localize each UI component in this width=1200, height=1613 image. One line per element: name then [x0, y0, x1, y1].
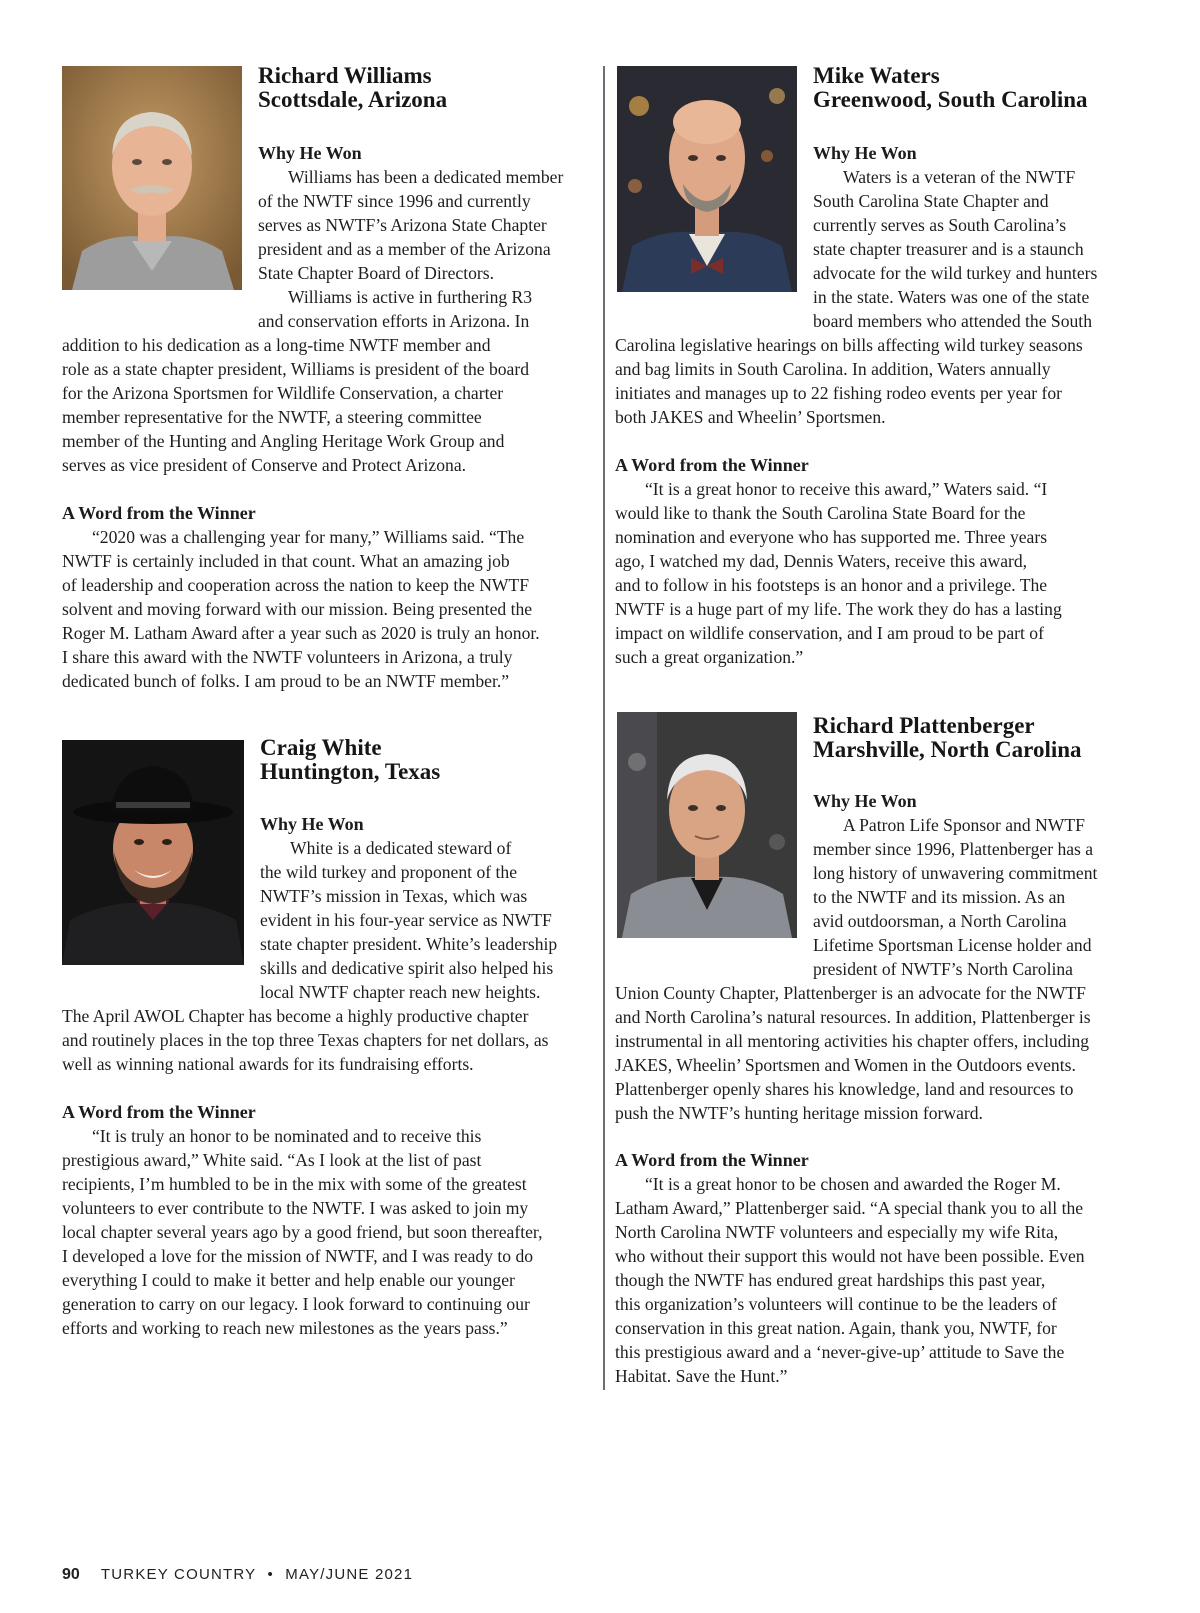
text-line: in the state. Waters was one of the state: [813, 287, 1090, 307]
craig-white-name-heading: [260, 736, 440, 784]
text-line: A Patron Life Sponsor and NWTF: [843, 815, 1085, 835]
text-line: South Carolina State Chapter and: [813, 191, 1049, 211]
text-line: currently serves as South Carolina’s: [813, 215, 1067, 235]
word-from-winner-heading: A Word from the Winner: [62, 1102, 256, 1122]
text-line: board members who attended the South: [813, 311, 1092, 331]
text-line: member since 1996, Plattenberger has a: [813, 839, 1094, 859]
text-line: NWTF is a huge part of my life. The work they do has a lasting: [615, 599, 1062, 619]
text-line: Lifetime Sportsman License holder and: [813, 935, 1092, 955]
text-line: and bag limits in South Carolina. In addition, Waters annually: [615, 359, 1051, 379]
text-line: addition to his dedication as a long-time NWTF member and: [62, 335, 491, 355]
text-line: Habitat. Save the Hunt.”: [615, 1366, 788, 1386]
text-line: president of NWTF’s North Carolina: [813, 959, 1073, 979]
text-line: instrumental in all mentoring activities his chapter offers, including: [615, 1031, 1090, 1051]
text-line: local chapter several years ago by a good friend, but soon thereafter,: [62, 1222, 543, 1242]
mike-waters-why-text: [615, 165, 1097, 429]
text-line: push the NWTF’s hunting heritage mission forward.: [615, 1103, 983, 1123]
text-line: efforts and working to reach new milestones as the years pass.”: [62, 1318, 508, 1338]
text-line: this prestigious award and a ‘never-give-up’ attitude to Save the: [615, 1342, 1065, 1362]
text-line: long history of unwavering commitment: [813, 863, 1098, 883]
text-line: and routinely places in the top three Texas chapters for net dollars, as: [62, 1030, 549, 1050]
winner-name: Mike Waters: [813, 63, 940, 88]
text-line: skills and dedicative spirit also helped his: [260, 958, 554, 978]
text-line: ago, I watched my dad, Dennis Waters, receive this award,: [615, 551, 1028, 571]
text-line: initiates and manages up to 22 fishing rodeo events per year for: [615, 383, 1063, 403]
text-line: NWTF is certainly included in that count. What an amazing job: [62, 551, 510, 571]
text-line: impact on wildlife conservation, and I am proud to be part of: [615, 623, 1044, 643]
word-from-winner-heading: A Word from the Winner: [615, 455, 809, 475]
text-line: Williams has been a dedicated member: [288, 167, 564, 187]
issue-date: MAY/JUNE 2021: [285, 1566, 414, 1583]
text-line: serves as vice president of Conserve and Protect Arizona.: [62, 455, 467, 475]
text-line: evident in his four-year service as NWTF: [260, 910, 552, 930]
text-line: advocate for the wild turkey and hunters: [813, 263, 1098, 283]
winner-name: Craig White: [260, 735, 382, 760]
text-line: who without their support this would not have been possible. Even: [615, 1246, 1085, 1266]
richard-williams-why-text: [62, 165, 563, 477]
footer-separator: •: [267, 1566, 274, 1583]
mike-waters-quote-text: [615, 477, 1062, 669]
text-line: this organization’s volunteers will continue to be the leaders of: [615, 1294, 1057, 1314]
craig-white-why-text: [62, 836, 557, 1076]
text-line: The April AWOL Chapter has become a highly productive chapter: [62, 1006, 529, 1026]
mike-waters-name-heading: [813, 64, 1088, 112]
text-line: White is a dedicated steward of: [290, 838, 512, 858]
winner-location: Marshville, North Carolina: [813, 737, 1082, 762]
richard-plattenberger-why-text: [615, 813, 1097, 1125]
winner-name: Richard Plattenberger: [813, 713, 1035, 738]
text-line: State Chapter Board of Directors.: [258, 263, 494, 283]
craig-white-quote-text: [62, 1124, 542, 1340]
text-line: NWTF’s mission in Texas, which was: [260, 886, 528, 906]
text-line: Waters is a veteran of the NWTF: [843, 167, 1076, 187]
text-line: both JAKES and Wheelin’ Sportsmen.: [615, 407, 886, 427]
text-line: I developed a love for the mission of NWTF, and I was ready to do: [62, 1246, 534, 1266]
richard-williams-name-heading: [258, 64, 447, 112]
text-line: of the NWTF since 1996 and currently: [258, 191, 531, 211]
winner-location: Scottsdale, Arizona: [258, 87, 448, 112]
text-line: member of the Hunting and Angling Heritage Work Group and: [62, 431, 505, 451]
text-line: “It is a great honor to receive this award,” Waters said. “I: [645, 479, 1048, 499]
richard-plattenberger-name-heading: [813, 714, 1082, 762]
text-line: “It is truly an honor to be nominated and to receive this: [92, 1126, 482, 1146]
text-line: well as winning national awards for its fundraising efforts.: [62, 1054, 474, 1074]
text-line: local NWTF chapter reach new heights.: [260, 982, 541, 1002]
why-he-won-heading: Why He Won: [258, 143, 362, 163]
text-line: president and as a member of the Arizona: [258, 239, 551, 259]
text-line: and conservation efforts in Arizona. In: [258, 311, 530, 331]
why-he-won-heading: Why He Won: [813, 791, 917, 811]
text-line: member representative for the NWTF, a steering committee: [62, 407, 482, 427]
winner-name: Richard Williams: [258, 63, 432, 88]
richard-plattenberger-quote-text: [615, 1172, 1085, 1388]
word-from-winner-heading: A Word from the Winner: [62, 503, 256, 523]
text-line: and North Carolina’s natural resources. In addition, Plattenberger is: [615, 1007, 1091, 1027]
text-line: “It is a great honor to be chosen and awarded the Roger M.: [645, 1174, 1061, 1194]
text-line: JAKES, Wheelin’ Sportsmen and Women in the Outdoors events.: [615, 1055, 1076, 1075]
text-line: Carolina legislative hearings on bills affecting wild turkey seasons: [615, 335, 1083, 355]
text-line: generation to carry on our legacy. I look forward to continuing our: [62, 1294, 530, 1314]
winner-location: Huntington, Texas: [260, 759, 441, 784]
text-line: and to follow in his footsteps is an honor and a privilege. The: [615, 575, 1048, 595]
column-divider: [603, 66, 605, 1390]
text-line: Williams is active in furthering R3: [288, 287, 533, 307]
text-line: state chapter treasurer and is a staunch: [813, 239, 1084, 259]
text-line: state chapter president. White’s leadership: [260, 934, 558, 954]
winner-location: Greenwood, South Carolina: [813, 87, 1088, 112]
text-line: volunteers to ever contribute to the NWTF. I was asked to join my: [62, 1198, 529, 1218]
text-line: everything I could to make it better and help enable our younger: [62, 1270, 515, 1290]
text-line: prestigious award,” White said. “As I look at the list of past: [62, 1150, 482, 1170]
text-line: for the Arizona Sportsmen for Wildlife Conservation, a charter: [62, 383, 504, 403]
page-footer: [62, 1566, 413, 1584]
text-line: conservation in this great nation. Again, thank you, NWTF, for: [615, 1318, 1057, 1338]
text-line: “2020 was a challenging year for many,” Williams said. “The: [92, 527, 525, 547]
why-he-won-heading: Why He Won: [813, 143, 917, 163]
richard-williams-quote-text: [62, 525, 540, 693]
page-number: 90: [62, 1566, 80, 1583]
text-line: would like to thank the South Carolina State Board for the: [615, 503, 1026, 523]
text-line: such a great organization.”: [615, 647, 804, 667]
text-line: I share this award with the NWTF volunteers in Arizona, a truly: [62, 647, 513, 667]
text-line: to the NWTF and its mission. As an: [813, 887, 1066, 907]
text-line: role as a state chapter president, Williams is president of the board: [62, 359, 530, 379]
text-line: dedicated bunch of folks. I am proud to be an NWTF member.”: [62, 671, 510, 691]
text-line: solvent and moving forward with our mission. Being presented the: [62, 599, 533, 619]
text-line: the wild turkey and proponent of the: [260, 862, 517, 882]
text-line: serves as NWTF’s Arizona State Chapter: [258, 215, 547, 235]
text-line: avid outdoorsman, a North Carolina: [813, 911, 1067, 931]
text-line: Roger M. Latham Award after a year such as 2020 is truly an honor.: [62, 623, 540, 643]
text-line: Plattenberger openly shares his knowledge, land and resources to: [615, 1079, 1074, 1099]
text-line: recipients, I’m humbled to be in the mix with some of the greatest: [62, 1174, 527, 1194]
text-line: though the NWTF has endured great hardships this past year,: [615, 1270, 1046, 1290]
text-line: of leadership and cooperation across the nation to keep the NWTF: [62, 575, 530, 595]
text-line: North Carolina NWTF volunteers and especially my wife Rita,: [615, 1222, 1059, 1242]
word-from-winner-heading: A Word from the Winner: [615, 1150, 809, 1170]
why-he-won-heading: Why He Won: [260, 814, 364, 834]
publication-name: TURKEY COUNTRY: [100, 1566, 257, 1583]
text-line: nomination and everyone who has supported me. Three years: [615, 527, 1048, 547]
text-line: Union County Chapter, Plattenberger is an advocate for the NWTF: [615, 983, 1086, 1003]
text-line: Latham Award,” Plattenberger said. “A special thank you to all the: [615, 1198, 1084, 1218]
